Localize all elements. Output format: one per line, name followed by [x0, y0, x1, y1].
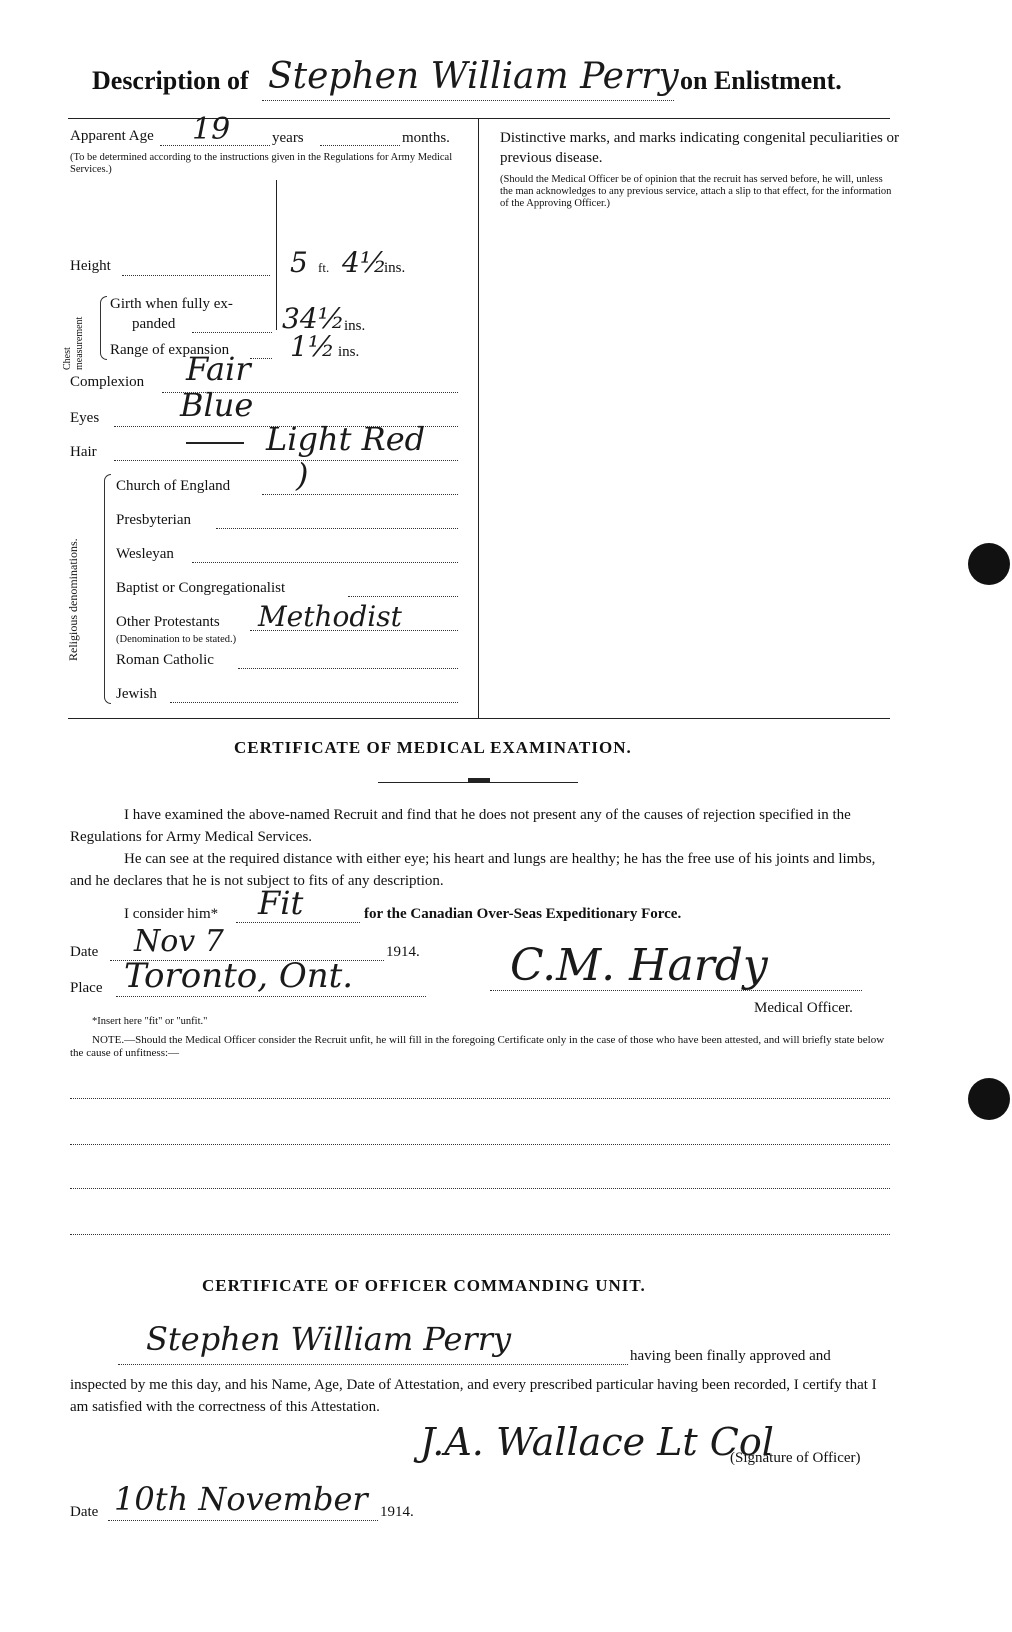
hair-line [114, 460, 458, 461]
place-value: Toronto, Ont. [124, 956, 354, 996]
place-line [116, 996, 426, 997]
religion-line-1 [262, 494, 458, 495]
insert-note: *Insert here "fit" or "unfit." [92, 1016, 208, 1027]
commanding-heading: CERTIFICATE OF OFFICER COMMANDING UNIT. [202, 1276, 646, 1295]
religion-brace [104, 474, 111, 704]
consider-label: I consider him* [124, 906, 219, 922]
medical-para-1: I have examined the above-named Recruit and find that he does not present any of the causes of rejection specified in the Regulations for Army Medical Services. [70, 807, 851, 845]
months-line [320, 145, 400, 146]
girth-ins-label: ins. [344, 318, 366, 334]
medical-date-label: Date [70, 944, 99, 960]
column-divider [478, 118, 479, 718]
medical-note: NOTE.—Should the Medical Officer consider the Recruit unfit, he will fill in the foregoing Certificate only in the case of those who have been attested, and will briefly state below the cause of unfitness:— [70, 1034, 885, 1059]
religion-line-7 [170, 702, 458, 703]
fit-line [236, 922, 360, 923]
medical-para-2: He can see at the required distance with either eye; his heart and lungs are healthy; he has the free use of his joints and limbs, and he declares that he is not subject to fits of any description. [70, 851, 876, 889]
title-prefix: Description of [92, 66, 249, 95]
complexion-label: Complexion [70, 374, 145, 390]
recruit-name-handwritten: Stephen William Perry [268, 56, 679, 97]
years-label: years [272, 130, 304, 146]
commanding-date-line [108, 1520, 378, 1521]
religion-presbyterian: Presbyterian [116, 512, 191, 528]
unfit-line-4 [70, 1234, 890, 1235]
height-line [122, 275, 270, 276]
religion-line-6 [238, 668, 458, 669]
range-value: 1½ [290, 330, 335, 363]
religion-baptist: Baptist or Congregationalist [116, 580, 286, 596]
months-label: months. [402, 130, 450, 146]
medical-heading-rule-mark [468, 778, 490, 783]
apparent-age-label: Apparent Age [70, 128, 154, 144]
religion-mark: ) [296, 456, 309, 494]
religion-roman-catholic: Roman Catholic [116, 652, 214, 668]
religion-line-4 [348, 596, 458, 597]
ft-label: ft. [318, 260, 330, 275]
commanding-text-1: having been finally approved and [630, 1348, 831, 1364]
hair-strikeout [186, 436, 246, 450]
for-force-label: for the Canadian Over-Seas Expeditionary Force. [364, 906, 682, 922]
marks-label: Distinctive marks, and marks indicating congenital peculiarities or previous disease. [500, 130, 900, 166]
recruit-name-line [262, 100, 674, 101]
unfit-line-1 [70, 1098, 890, 1099]
religion-line-3 [192, 562, 458, 563]
medical-date-value: Nov 7 [134, 924, 224, 959]
height-label: Height [70, 258, 111, 274]
other-protestants-value: Methodist [258, 600, 402, 633]
place-label: Place [70, 980, 103, 996]
complexion-value: Fair [186, 350, 251, 388]
binder-hole-top [968, 543, 1010, 585]
commanding-text-2: inspected by me this day, and his Name, Age, Date of Attestation, and every prescribed particular having been recorded, I certify that I am satisfied with the correctness of this Attestation. [70, 1377, 877, 1415]
fit-value: Fit [258, 884, 304, 922]
chest-label: Chest measurement [62, 316, 85, 370]
commanding-date-value: 10th November [114, 1480, 368, 1518]
hair-value: Light Red [266, 420, 426, 458]
denomination-note: (Denomination to be stated.) [116, 634, 237, 645]
commanding-year: 1914. [380, 1504, 414, 1520]
girth-label-2: panded [132, 316, 176, 332]
commanding-date-label: Date [70, 1504, 99, 1520]
medical-officer-line [490, 990, 862, 991]
medical-heading: CERTIFICATE OF MEDICAL EXAMINATION. [234, 738, 632, 757]
commanding-signature: J.A. Wallace Lt Col [420, 1420, 774, 1464]
age-value: 19 [192, 112, 231, 147]
marks-note: (Should the Medical Officer be of opinion that the recruit has served before, he will, unless the man acknowledges to any previous service, attach a slip to that effect, for the information of the Approving Officer.) [500, 174, 892, 209]
girth-value: 34½ [282, 302, 345, 335]
value-column-line [276, 180, 277, 330]
height-ft-value: 5 [290, 246, 308, 279]
commanding-name-line [118, 1364, 628, 1365]
religion-wesleyan: Wesleyan [116, 546, 174, 562]
medical-officer-signature: C.M. Hardy [510, 940, 768, 991]
range-ins-label: ins. [338, 344, 360, 360]
eyes-label: Eyes [70, 410, 100, 426]
hair-label: Hair [70, 444, 97, 460]
religion-line-2 [216, 528, 458, 529]
chest-brace [100, 296, 107, 360]
signature-of-officer-label: (Signature of Officer) [730, 1450, 861, 1466]
religion-church-of-england: Church of England [116, 478, 231, 494]
title-suffix: on Enlistment. [680, 66, 842, 95]
commanding-name-value: Stephen William Perry [146, 1320, 512, 1358]
unfit-line-2 [70, 1144, 890, 1145]
range-label: Range of expansion [110, 342, 230, 358]
eyes-value: Blue [180, 386, 254, 424]
medical-year: 1914. [386, 944, 420, 960]
age-note: (To be determined according to the instructions given in the Regulations for Army Medical Services.) [70, 152, 453, 175]
height-ins-label: ins. [384, 260, 406, 276]
height-ins-value: 4½ [342, 246, 387, 279]
religious-label: Religious denominations. [66, 538, 80, 662]
unfit-line-3 [70, 1188, 890, 1189]
section-rule [68, 718, 890, 719]
girth-line [192, 332, 272, 333]
religion-other-protestants: Other Protestants [116, 614, 220, 630]
medical-officer-label: Medical Officer. [754, 1000, 853, 1016]
binder-hole-bottom [968, 1078, 1010, 1120]
religion-jewish: Jewish [116, 686, 157, 702]
range-line [250, 358, 272, 359]
girth-label-1: Girth when fully ex- [110, 296, 233, 312]
